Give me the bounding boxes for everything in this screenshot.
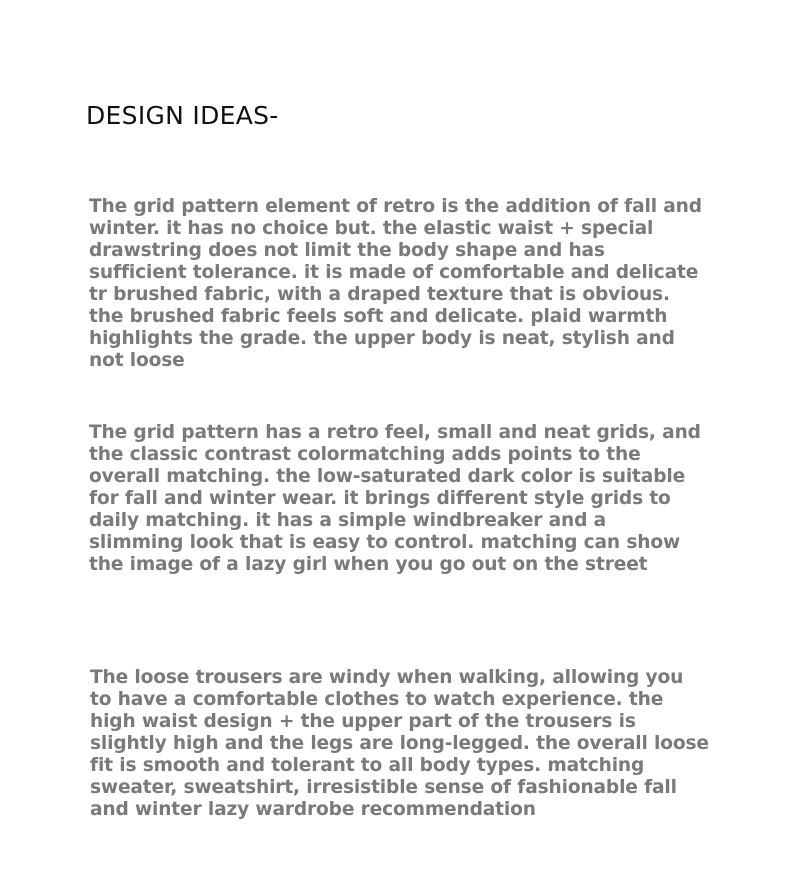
paragraph-trousers-description: The loose trousers are windy when walking, allowing you to have a comfortable clothes to watch experience. the high waist design + the upper part of the trousers is slightly high and the legs are long-legged. the overall loose fit is smooth and tolerant to all body types. matching sweater, sweatshirt, irresistible sense of fashionable fall and winter lazy wardrobe recommendation xyxy=(90,667,709,820)
page-heading: DESIGN IDEAS- xyxy=(86,101,279,130)
paragraph-fabric-description: The grid pattern element of retro is the addition of fall and winter. it has no choice but. the elastic waist + special drawstring does not limit the body shape and has sufficient tolerance. it is made of comfortable and delicate tr brushed fabric, with a draped texture that is obvious. the brushed fabric feels soft and delicate. plaid warmth highlights the grade. the upper body is neat, stylish and not loose xyxy=(89,196,702,371)
paragraph-grid-pattern-description: The grid pattern has a retro feel, small and neat grids, and the classic contrast colormatching adds points to the overall matching. the low-saturated dark color is suitable for fall and winter wear. it brings different style grids to daily matching. it has a simple windbreaker and a slimming look that is easy to control. matching can show the image of a lazy girl when you go out on the street xyxy=(89,422,701,575)
